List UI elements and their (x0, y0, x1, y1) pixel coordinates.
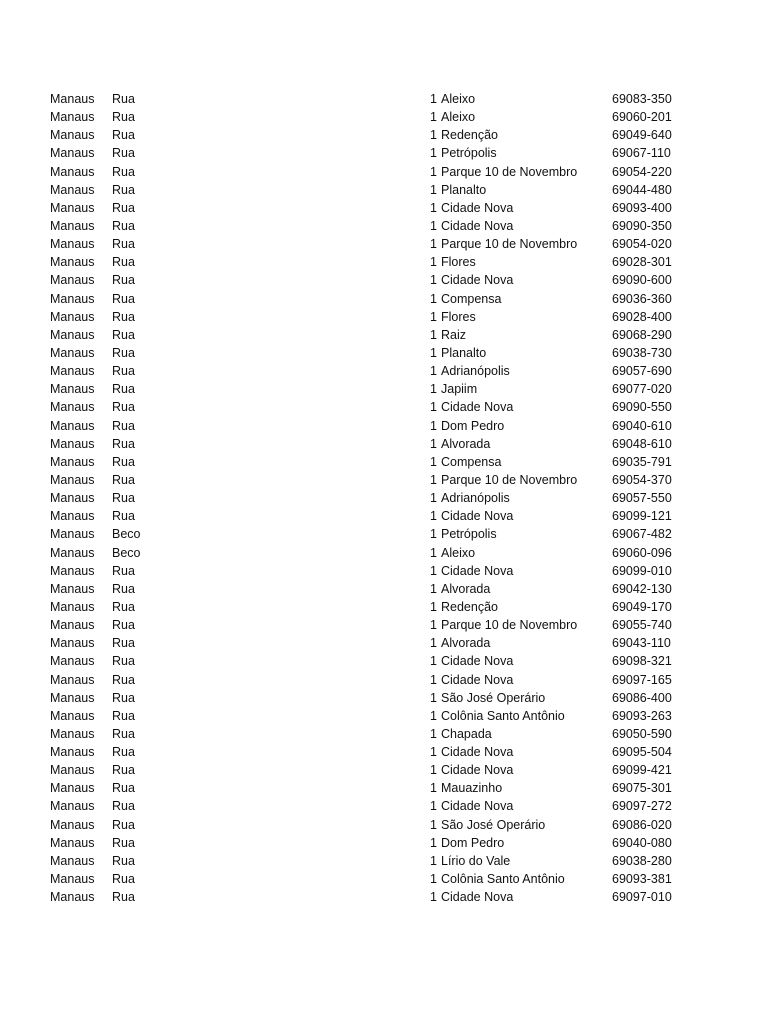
street-type-cell: Rua (112, 128, 135, 143)
city-cell: Manaus (50, 345, 95, 360)
number-cell: 1 (430, 835, 437, 850)
number-cell: 1 (430, 345, 437, 360)
street-type-cell: Rua (112, 237, 135, 252)
street-type-cell: Rua (112, 345, 135, 360)
table-row (0, 652, 768, 670)
postal-code-cell: 69067-110 (612, 146, 671, 161)
city-cell: Manaus (50, 563, 95, 578)
street-type-cell: Rua (112, 799, 135, 814)
number-cell: 1 (430, 708, 437, 723)
neighborhood-cell: Mauazinho (441, 781, 503, 796)
number-cell: 1 (430, 309, 437, 324)
postal-code-cell: 69099-121 (612, 509, 672, 524)
number-cell: 1 (430, 817, 437, 832)
neighborhood-cell: Raiz (441, 327, 467, 342)
table-row (0, 671, 768, 689)
neighborhood-cell: Adrianópolis (441, 364, 510, 379)
street-type-cell: Rua (112, 164, 135, 179)
number-cell: 1 (430, 237, 437, 252)
table-row (0, 308, 768, 326)
table-row (0, 181, 768, 199)
neighborhood-cell: Petrópolis (441, 146, 497, 161)
number-cell: 1 (430, 618, 437, 633)
postal-code-cell: 69086-020 (612, 817, 672, 832)
postal-code-cell: 69038-730 (612, 345, 672, 360)
table-row (0, 290, 768, 308)
neighborhood-cell: Parque 10 de Novembro (441, 164, 578, 179)
street-type-cell: Rua (112, 690, 135, 705)
postal-code-cell: 69042-130 (612, 581, 672, 596)
street-type-cell: Rua (112, 327, 135, 342)
street-type-cell: Rua (112, 726, 135, 741)
neighborhood-cell: Cidade Nova (441, 400, 514, 415)
postal-code-cell: 69049-640 (612, 128, 672, 143)
table-row (0, 144, 768, 162)
neighborhood-cell: Parque 10 de Novembro (441, 237, 578, 252)
city-cell: Manaus (50, 672, 95, 687)
city-cell: Manaus (50, 872, 95, 887)
neighborhood-cell: Aleixo (441, 92, 476, 106)
neighborhood-cell: Parque 10 de Novembro (441, 472, 578, 487)
city-cell: Manaus (50, 273, 95, 288)
street-type-cell: Rua (112, 472, 135, 487)
city-cell: Manaus (50, 654, 95, 669)
neighborhood-cell: Cidade Nova (441, 672, 514, 687)
postal-code-cell: 69097-272 (612, 799, 672, 814)
neighborhood-cell: Cidade Nova (441, 563, 514, 578)
number-cell: 1 (430, 726, 437, 741)
postal-code-cell: 69077-020 (612, 382, 672, 397)
postal-code-cell: 69090-550 (612, 400, 672, 415)
street-type-cell: Rua (112, 672, 135, 687)
street-type-cell: Rua (112, 817, 135, 832)
table-row (0, 435, 768, 453)
street-type-cell: Rua (112, 454, 135, 469)
street-type-cell: Rua (112, 309, 135, 324)
postal-code-cell: 69067-482 (612, 527, 672, 542)
table-row (0, 163, 768, 181)
postal-code-cell: 69090-350 (612, 218, 672, 233)
neighborhood-cell: Cidade Nova (441, 763, 514, 778)
table-row (0, 580, 768, 598)
table-row (0, 725, 768, 743)
city-cell: Manaus (50, 690, 95, 705)
postal-code-cell: 69098-321 (612, 654, 672, 669)
table-row (0, 852, 768, 870)
neighborhood-cell: Dom Pedro (441, 835, 505, 850)
city-cell: Manaus (50, 400, 95, 415)
number-cell: 1 (430, 164, 437, 179)
postal-code-cell: 69055-740 (612, 618, 672, 633)
table-row (0, 217, 768, 235)
neighborhood-cell: Cidade Nova (441, 745, 514, 760)
street-type-cell: Rua (112, 618, 135, 633)
table-row (0, 417, 768, 435)
postal-code-cell: 69040-610 (612, 418, 672, 433)
city-cell: Manaus (50, 128, 95, 143)
postal-code-cell: 69048-610 (612, 436, 672, 451)
postal-code-cell: 69093-381 (612, 872, 672, 887)
table-row (0, 253, 768, 271)
postal-code-cell: 69099-010 (612, 563, 672, 578)
table-row (0, 471, 768, 489)
number-cell: 1 (430, 92, 437, 106)
neighborhood-cell: Flores (441, 255, 476, 270)
city-cell: Manaus (50, 799, 95, 814)
table-row (0, 761, 768, 779)
neighborhood-cell: São José Operário (441, 690, 546, 705)
city-cell: Manaus (50, 255, 95, 270)
neighborhood-cell: Alvorada (441, 581, 491, 596)
number-cell: 1 (430, 527, 437, 542)
street-type-cell: Rua (112, 890, 135, 905)
city-cell: Manaus (50, 309, 95, 324)
number-cell: 1 (430, 454, 437, 469)
neighborhood-cell: Redenção (441, 128, 498, 143)
street-type-cell: Rua (112, 110, 135, 125)
city-cell: Manaus (50, 581, 95, 596)
number-cell: 1 (430, 581, 437, 596)
street-type-cell: Rua (112, 491, 135, 506)
postal-code-cell: 69060-201 (612, 110, 672, 125)
neighborhood-cell: Colônia Santo Antônio (441, 872, 565, 887)
number-cell: 1 (430, 799, 437, 814)
postal-code-cell: 69099-421 (612, 763, 672, 778)
postal-code-cell: 69044-480 (612, 182, 672, 197)
table-row (0, 797, 768, 815)
number-cell: 1 (430, 436, 437, 451)
street-type-cell: Rua (112, 400, 135, 415)
city-cell: Manaus (50, 545, 95, 560)
postal-code-cell: 69043-110 (612, 636, 671, 651)
number-cell: 1 (430, 545, 437, 560)
city-cell: Manaus (50, 781, 95, 796)
number-cell: 1 (430, 128, 437, 143)
street-type-cell: Rua (112, 745, 135, 760)
table-row (0, 634, 768, 652)
postal-code-cell: 69028-301 (612, 255, 672, 270)
street-type-cell: Rua (112, 835, 135, 850)
number-cell: 1 (430, 853, 437, 868)
number-cell: 1 (430, 255, 437, 270)
table-row (0, 870, 768, 888)
neighborhood-cell: Dom Pedro (441, 418, 505, 433)
city-cell: Manaus (50, 472, 95, 487)
table-row (0, 453, 768, 471)
street-type-cell: Rua (112, 418, 135, 433)
city-cell: Manaus (50, 636, 95, 651)
postal-code-cell: 69054-020 (612, 237, 672, 252)
city-cell: Manaus (50, 382, 95, 397)
city-cell: Manaus (50, 835, 95, 850)
number-cell: 1 (430, 636, 437, 651)
number-cell: 1 (430, 472, 437, 487)
neighborhood-cell: Cidade Nova (441, 654, 514, 669)
city-cell: Manaus (50, 890, 95, 905)
table-row (0, 562, 768, 580)
street-type-cell: Beco (112, 527, 141, 542)
number-cell: 1 (430, 491, 437, 506)
city-cell: Manaus (50, 817, 95, 832)
number-cell: 1 (430, 563, 437, 578)
number-cell: 1 (430, 364, 437, 379)
number-cell: 1 (430, 182, 437, 197)
table-row (0, 507, 768, 525)
street-type-cell: Rua (112, 654, 135, 669)
postal-code-cell: 69054-370 (612, 472, 672, 487)
table-row (0, 108, 768, 126)
number-cell: 1 (430, 672, 437, 687)
postal-code-cell: 69050-590 (612, 726, 672, 741)
number-cell: 1 (430, 400, 437, 415)
city-cell: Manaus (50, 454, 95, 469)
city-cell: Manaus (50, 726, 95, 741)
neighborhood-cell: Adrianópolis (441, 491, 510, 506)
table-row (0, 779, 768, 797)
neighborhood-cell: Planalto (441, 182, 487, 197)
table-row (0, 616, 768, 634)
neighborhood-cell: Alvorada (441, 636, 491, 651)
city-cell: Manaus (50, 527, 95, 542)
number-cell: 1 (430, 690, 437, 705)
street-type-cell: Rua (112, 92, 135, 106)
postal-code-cell: 69095-504 (612, 745, 672, 760)
number-cell: 1 (430, 291, 437, 306)
table-row (0, 525, 768, 543)
postal-code-cell: 69057-550 (612, 491, 672, 506)
neighborhood-cell: Alvorada (441, 436, 491, 451)
table-row (0, 544, 768, 562)
number-cell: 1 (430, 763, 437, 778)
postal-code-cell: 69086-400 (612, 690, 672, 705)
postal-code-cell: 69093-263 (612, 708, 672, 723)
street-type-cell: Rua (112, 781, 135, 796)
postal-code-cell: 69060-096 (612, 545, 672, 560)
neighborhood-cell: Cidade Nova (441, 218, 514, 233)
neighborhood-cell: Cidade Nova (441, 200, 514, 215)
table-row (0, 743, 768, 761)
number-cell: 1 (430, 382, 437, 397)
table-row (0, 689, 768, 707)
postal-code-cell: 69054-220 (612, 164, 672, 179)
postal-code-cell: 69040-080 (612, 835, 672, 850)
postal-code-cell: 69057-690 (612, 364, 672, 379)
table-row (0, 90, 768, 108)
street-type-cell: Rua (112, 509, 135, 524)
number-cell: 1 (430, 509, 437, 524)
number-cell: 1 (430, 890, 437, 905)
city-cell: Manaus (50, 182, 95, 197)
city-cell: Manaus (50, 218, 95, 233)
city-cell: Manaus (50, 745, 95, 760)
postal-code-cell: 69097-165 (612, 672, 672, 687)
street-type-cell: Rua (112, 218, 135, 233)
city-cell: Manaus (50, 110, 95, 125)
table-row (0, 707, 768, 725)
neighborhood-cell: Compensa (441, 291, 502, 306)
city-cell: Manaus (50, 436, 95, 451)
table-row (0, 816, 768, 834)
neighborhood-cell: Aleixo (441, 110, 476, 125)
number-cell: 1 (430, 418, 437, 433)
number-cell: 1 (430, 327, 437, 342)
street-type-cell: Beco (112, 545, 141, 560)
city-cell: Manaus (50, 92, 95, 106)
number-cell: 1 (430, 273, 437, 288)
city-cell: Manaus (50, 853, 95, 868)
address-table (0, 90, 768, 906)
neighborhood-cell: Redenção (441, 599, 498, 614)
postal-code-cell: 69083-350 (612, 92, 672, 106)
street-type-cell: Rua (112, 763, 135, 778)
city-cell: Manaus (50, 708, 95, 723)
street-type-cell: Rua (112, 853, 135, 868)
table-row (0, 326, 768, 344)
street-type-cell: Rua (112, 200, 135, 215)
neighborhood-cell: Colônia Santo Antônio (441, 708, 565, 723)
city-cell: Manaus (50, 618, 95, 633)
city-cell: Manaus (50, 327, 95, 342)
number-cell: 1 (430, 599, 437, 614)
neighborhood-cell: Cidade Nova (441, 799, 514, 814)
table-row (0, 271, 768, 289)
number-cell: 1 (430, 654, 437, 669)
table-row (0, 199, 768, 217)
street-type-cell: Rua (112, 872, 135, 887)
street-type-cell: Rua (112, 146, 135, 161)
table-row (0, 235, 768, 253)
city-cell: Manaus (50, 164, 95, 179)
neighborhood-cell: Aleixo (441, 545, 476, 560)
street-type-cell: Rua (112, 182, 135, 197)
postal-code-cell: 69093-400 (612, 200, 672, 215)
postal-code-cell: 69035-791 (612, 454, 672, 469)
postal-code-cell: 69090-600 (612, 273, 672, 288)
postal-code-cell: 69049-170 (612, 599, 672, 614)
number-cell: 1 (430, 146, 437, 161)
city-cell: Manaus (50, 364, 95, 379)
table-row (0, 834, 768, 852)
street-type-cell: Rua (112, 563, 135, 578)
neighborhood-cell: São José Operário (441, 817, 546, 832)
street-type-cell: Rua (112, 273, 135, 288)
neighborhood-cell: Compensa (441, 454, 502, 469)
city-cell: Manaus (50, 763, 95, 778)
street-type-cell: Rua (112, 436, 135, 451)
neighborhood-cell: Cidade Nova (441, 509, 514, 524)
city-cell: Manaus (50, 491, 95, 506)
postal-code-cell: 69068-290 (612, 327, 672, 342)
neighborhood-cell: Cidade Nova (441, 890, 514, 905)
neighborhood-cell: Planalto (441, 345, 487, 360)
table-row (0, 380, 768, 398)
neighborhood-cell: Chapada (441, 726, 492, 741)
street-type-cell: Rua (112, 708, 135, 723)
postal-code-cell: 69036-360 (612, 291, 672, 306)
table-row (0, 398, 768, 416)
street-type-cell: Rua (112, 382, 135, 397)
city-cell: Manaus (50, 418, 95, 433)
table-row (0, 888, 768, 906)
postal-code-cell: 69028-400 (612, 309, 672, 324)
number-cell: 1 (430, 745, 437, 760)
number-cell: 1 (430, 781, 437, 796)
number-cell: 1 (430, 218, 437, 233)
street-type-cell: Rua (112, 599, 135, 614)
neighborhood-cell: Lírio do Vale (441, 853, 511, 868)
postal-code-cell: 69075-301 (612, 781, 672, 796)
table-row (0, 489, 768, 507)
table-row (0, 598, 768, 616)
number-cell: 1 (430, 872, 437, 887)
neighborhood-cell: Petrópolis (441, 527, 497, 542)
table-row (0, 362, 768, 380)
postal-code-cell: 69038-280 (612, 853, 672, 868)
number-cell: 1 (430, 110, 437, 125)
city-cell: Manaus (50, 509, 95, 524)
table-row (0, 126, 768, 144)
city-cell: Manaus (50, 599, 95, 614)
street-type-cell: Rua (112, 364, 135, 379)
city-cell: Manaus (50, 291, 95, 306)
number-cell: 1 (430, 200, 437, 215)
postal-code-cell: 69097-010 (612, 890, 672, 905)
street-type-cell: Rua (112, 581, 135, 596)
table-row (0, 344, 768, 362)
city-cell: Manaus (50, 146, 95, 161)
street-type-cell: Rua (112, 255, 135, 270)
neighborhood-cell: Parque 10 de Novembro (441, 618, 578, 633)
street-type-cell: Rua (112, 636, 135, 651)
neighborhood-cell: Cidade Nova (441, 273, 514, 288)
street-type-cell: Rua (112, 291, 135, 306)
neighborhood-cell: Japiim (441, 382, 478, 397)
city-cell: Manaus (50, 200, 95, 215)
city-cell: Manaus (50, 237, 95, 252)
neighborhood-cell: Flores (441, 309, 476, 324)
